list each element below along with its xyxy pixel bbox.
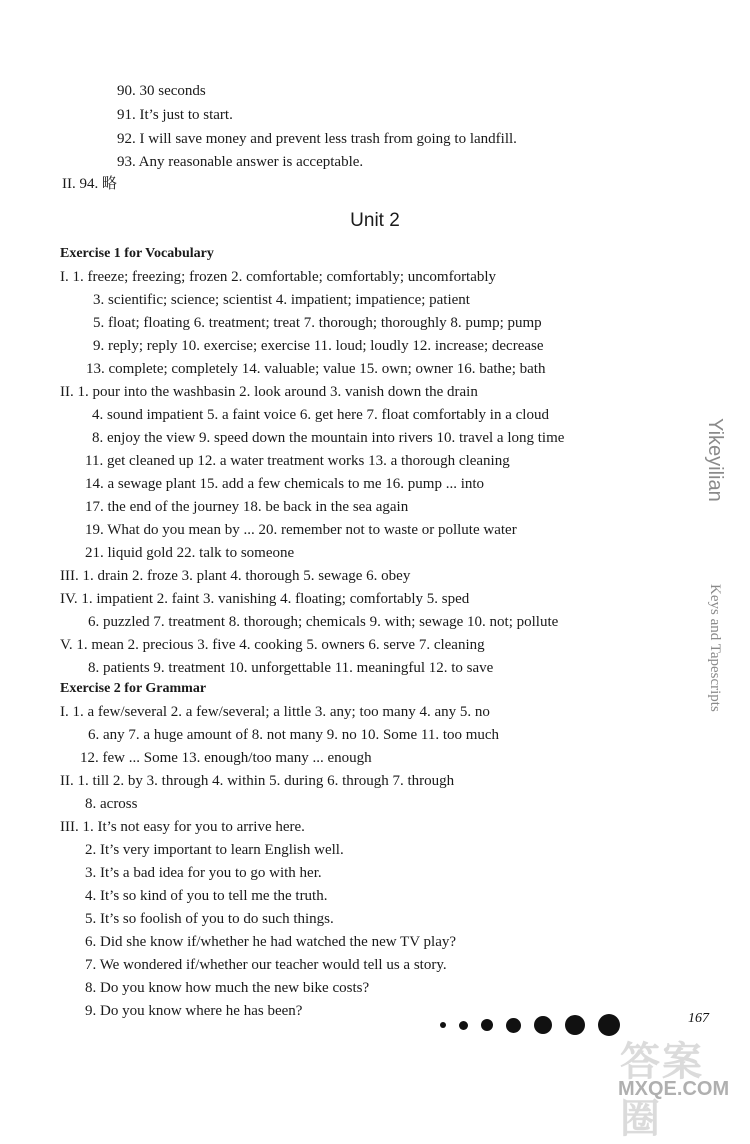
dot-icon — [459, 1021, 468, 1030]
answer-line: 93. Any reasonable answer is acceptable. — [117, 154, 364, 170]
side-brand: Yikeyilian — [704, 418, 726, 502]
watermark-logo: 答案圈 — [620, 1040, 704, 1141]
page-number: 167 — [688, 1011, 709, 1026]
dot-icon — [506, 1018, 521, 1033]
answer-line: 92. I will save money and prevent less trash from going to landfill. — [117, 131, 517, 147]
answer-line: 9. reply; reply 10. exercise; exercise 11. loud; loudly 12. increase; decrease — [93, 338, 544, 354]
answer-line: 8. across — [85, 796, 138, 812]
exercise-heading: Exercise 1 for Vocabulary — [60, 246, 214, 261]
answer-line: II. 1. till 2. by 3. through 4. within 5. during 6. through 7. through — [60, 773, 455, 789]
answer-line: II. 1. pour into the washbasin 2. look around 3. vanish down the drain — [60, 384, 478, 400]
answer-line: 5. It’s so foolish of you to do such things. — [85, 911, 334, 927]
answer-line: III. 1. drain 2. froze 3. plant 4. thorough 5. sewage 6. obey — [60, 568, 411, 584]
answer-line: 17. the end of the journey 18. be back in the sea again — [85, 499, 409, 515]
answer-line: 19. What do you mean by ... 20. remember not to waste or pollute water — [85, 522, 517, 538]
answer-line: 6. any 7. a huge amount of 8. not many 9. no 10. Some 11. too much — [88, 727, 500, 743]
answer-line: 21. liquid gold 22. talk to someone — [85, 545, 295, 561]
side-section-label: Keys and Tapescripts — [707, 584, 723, 712]
answer-line: 2. It’s very important to learn English well. — [85, 842, 344, 858]
answer-line: IV. 1. impatient 2. faint 3. vanishing 4. floating; comfortably 5. sped — [60, 591, 470, 607]
answer-line: III. 1. It’s not easy for you to arrive here. — [60, 819, 305, 835]
answer-line: 9. Do you know where he has been? — [85, 1003, 303, 1019]
answer-line: II. 94. 略 — [62, 176, 117, 192]
answer-line: 5. float; floating 6. treatment; treat 7. thorough; thoroughly 8. pump; pump — [93, 315, 542, 331]
answer-line: 8. enjoy the view 9. speed down the mountain into rivers 10. travel a long time — [92, 430, 565, 446]
answer-line: V. 1. mean 2. precious 3. five 4. cooking 5. owners 6. serve 7. cleaning — [60, 637, 485, 653]
dot-icon — [440, 1022, 446, 1028]
answer-line: I. 1. a few/several 2. a few/several; a little 3. any; too many 4. any 5. no — [60, 704, 490, 720]
dot-icon — [481, 1019, 493, 1031]
answer-line: 12. few ... Some 13. enough/too many ... enough — [80, 750, 372, 766]
unit-title: Unit 2 — [350, 210, 400, 231]
answer-line: 3. It’s a bad idea for you to go with her. — [85, 865, 322, 881]
answer-line: 4. sound impatient 5. a faint voice 6. get here 7. float comfortably in a cloud — [92, 407, 549, 423]
answer-line: 8. patients 9. treatment 10. unforgettable 11. meaningful 12. to save — [88, 660, 494, 676]
watermark-url: MXQE.COM — [618, 1078, 730, 1100]
footer-dots — [440, 1012, 620, 1038]
answer-line: 7. We wondered if/whether our teacher would tell us a story. — [85, 957, 447, 973]
answer-line: 8. Do you know how much the new bike costs? — [85, 980, 370, 996]
exercise-heading: Exercise 2 for Grammar — [60, 681, 207, 696]
answer-line: 3. scientific; science; scientist 4. impatient; impatience; patient — [93, 292, 470, 308]
answer-line: 90. 30 seconds — [117, 83, 206, 99]
answer-line: 11. get cleaned up 12. a water treatment works 13. a thorough cleaning — [85, 453, 510, 469]
answer-line: 91. It’s just to start. — [117, 107, 233, 123]
answer-line: 14. a sewage plant 15. add a few chemicals to me 16. pump ... into — [85, 476, 485, 492]
answer-line: 6. Did she know if/whether he had watched the new TV play? — [85, 934, 457, 950]
answer-line: 4. It’s so kind of you to tell me the truth. — [85, 888, 328, 904]
answer-line: I. 1. freeze; freezing; frozen 2. comfortable; comfortably; uncomfortably — [60, 269, 497, 285]
answer-line: 13. complete; completely 14. valuable; value 15. own; owner 16. bathe; bath — [86, 361, 546, 377]
dot-icon — [534, 1016, 552, 1034]
answer-line: 6. puzzled 7. treatment 8. thorough; chemicals 9. with; sewage 10. not; pollute — [88, 614, 559, 630]
watermark — [612, 1030, 744, 1141]
dot-icon — [565, 1015, 585, 1035]
